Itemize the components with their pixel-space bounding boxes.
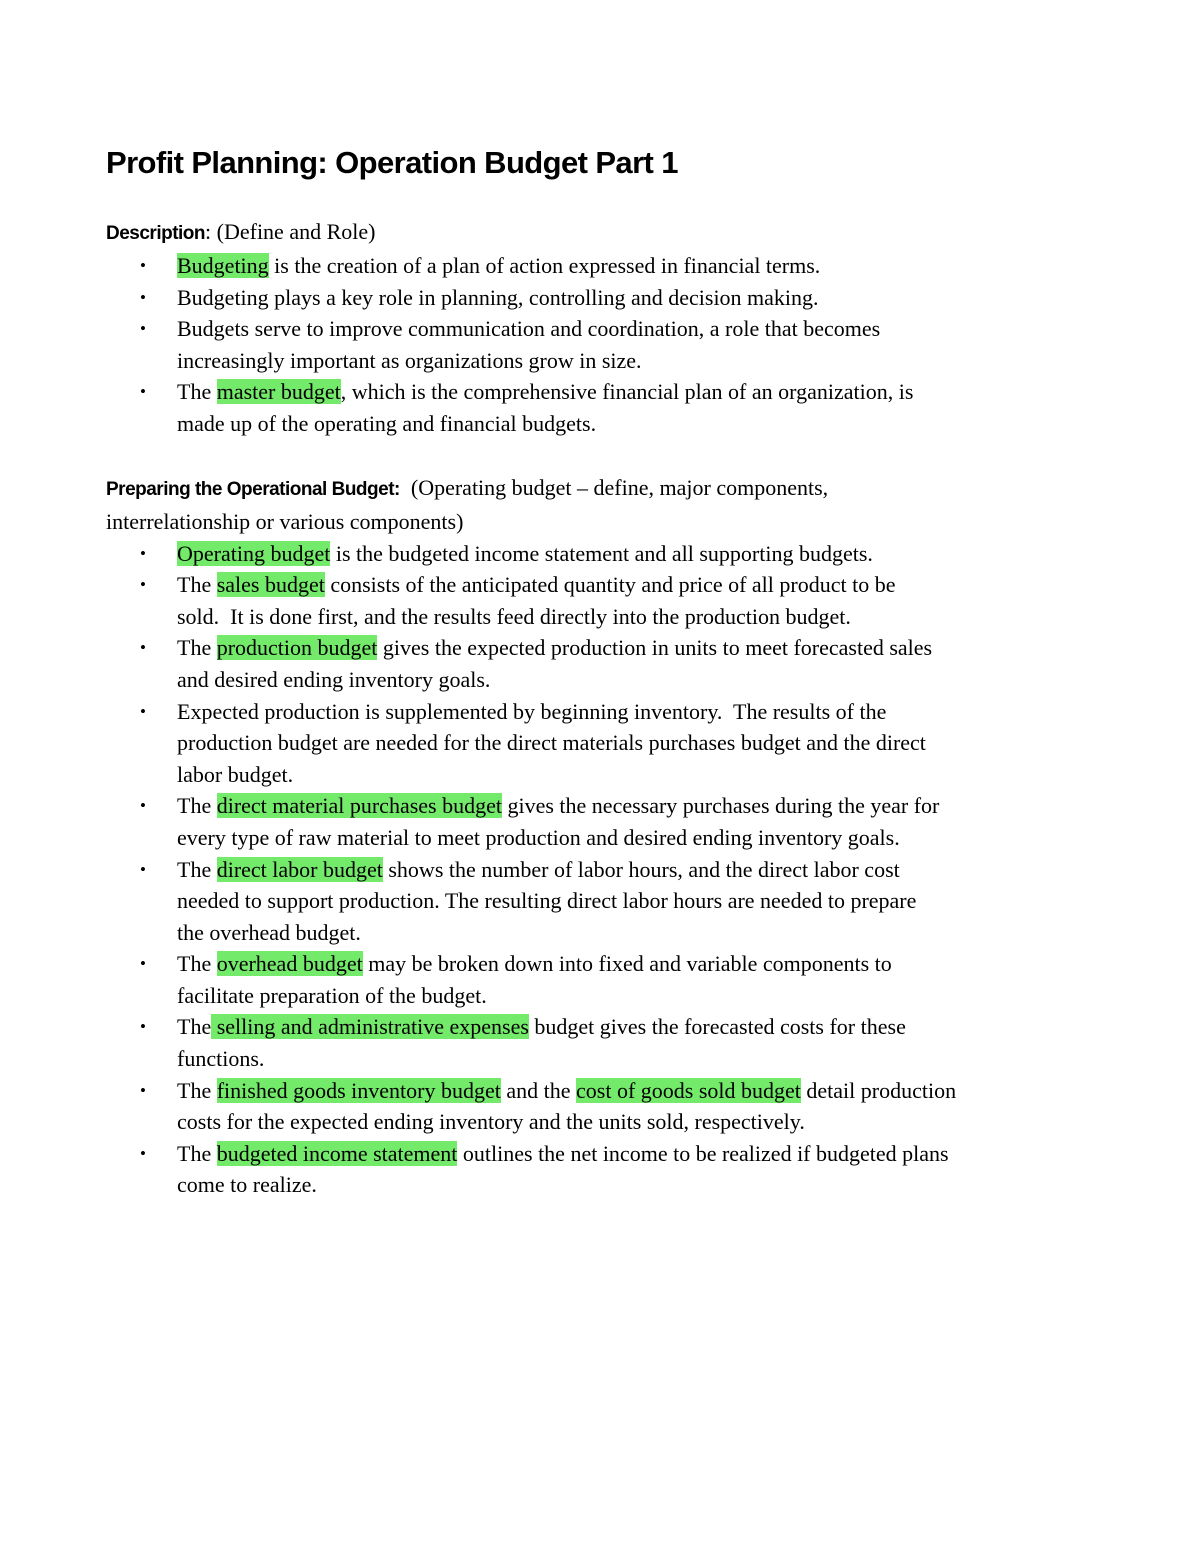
list-item — [106, 1075, 1096, 1138]
item-text: Budgets serve to improve communication and coordination, a role that becomes — [177, 316, 881, 342]
item-text: the overhead budget. — [177, 919, 361, 945]
document-page — [106, 140, 1096, 1201]
highlighted-term: production budget — [216, 635, 378, 661]
bullet-icon: • — [140, 1017, 146, 1037]
preparing-heading — [106, 472, 1096, 538]
bullet-icon: • — [140, 701, 146, 721]
bullet-icon: • — [140, 287, 146, 307]
list-item — [106, 569, 1096, 632]
highlighted-term: budgeted income statement — [216, 1140, 458, 1166]
item-text: Expected production is supplemented by beginning inventory. The results of the — [177, 698, 887, 724]
description-list — [106, 250, 1096, 440]
item-text: outlines the net income to be realized if budgeted plans — [457, 1140, 949, 1166]
item-text: is the creation of a plan of action expressed in financial terms. — [268, 253, 821, 278]
item-text: costs for the expected ending inventory and the units sold, respectively. — [177, 1109, 805, 1135]
bullet-icon: • — [140, 859, 146, 879]
item-text: Budgeting plays a key role in planning, controlling and decision making. — [177, 284, 819, 310]
item-text: is the budgeted income statement and all supporting budgets. — [330, 540, 873, 566]
list-item — [106, 282, 1096, 314]
bullet-icon: • — [140, 1143, 146, 1163]
item-text: consists of the anticipated quantity and price of all product to be — [324, 572, 896, 598]
bullet-icon: • — [140, 575, 146, 595]
highlighted-term: direct material purchases budget — [216, 793, 502, 819]
highlighted-term: selling and administrative expenses — [211, 1014, 529, 1040]
preparing-list — [106, 538, 1096, 1201]
item-text: come to realize. — [177, 1172, 317, 1198]
preparing-label: Preparing the Operational Budget: — [106, 478, 400, 500]
list-item — [106, 1011, 1096, 1074]
item-text: detail production — [800, 1077, 957, 1103]
bullet-icon: • — [140, 382, 146, 402]
item-text: and desired ending inventory goals. — [177, 666, 491, 692]
list-item — [106, 538, 1096, 570]
item-text: The — [177, 379, 217, 405]
item-text: functions. — [177, 1046, 265, 1072]
item-text: gives the expected production in units to meet forecasted sales — [377, 635, 933, 661]
list-item — [106, 854, 1096, 949]
list-item — [106, 313, 1096, 376]
list-item — [106, 790, 1096, 853]
item-text: The — [177, 793, 217, 819]
highlighted-term: cost of goods sold budget — [576, 1077, 801, 1103]
item-text: made up of the operating and financial budgets. — [177, 410, 597, 436]
highlighted-term: sales budget — [216, 572, 325, 598]
item-text: needed to support production. The resulting direct labor hours are needed to prepare — [177, 888, 917, 914]
highlighted-term: Budgeting — [177, 253, 269, 278]
bullet-icon: • — [140, 638, 146, 658]
description-label: Description — [106, 223, 206, 244]
item-text: , which is the comprehensive financial plan of an organization, is — [340, 379, 914, 405]
list-item — [106, 1138, 1096, 1201]
item-text: The — [177, 1077, 217, 1103]
highlighted-term: master budget — [216, 379, 341, 405]
description-heading — [106, 216, 1096, 250]
highlighted-term: Operating budget — [177, 540, 331, 566]
preparing-suffix-line2: interrelationship or various components) — [106, 508, 464, 534]
item-text: labor budget. — [177, 761, 294, 787]
item-text: budget gives the forecasted costs for these — [528, 1014, 906, 1040]
item-text: every type of raw material to meet production and desired ending inventory goals. — [177, 824, 900, 850]
list-item — [106, 696, 1096, 791]
bullet-icon: • — [140, 954, 146, 974]
item-text: production budget are needed for the direct materials purchases budget and the direct — [177, 730, 926, 756]
highlighted-term: overhead budget — [216, 951, 363, 977]
item-text: sold. It is done first, and the results feed directly into the production budget. — [177, 603, 851, 629]
list-item — [106, 632, 1096, 695]
bullet-icon: • — [140, 319, 146, 339]
item-text: gives the necessary purchases during the year for — [501, 793, 940, 819]
item-text: The — [177, 856, 217, 882]
item-text: The — [177, 1014, 212, 1040]
description-suffix: : (Define and Role) — [205, 219, 376, 244]
item-text: The — [177, 951, 217, 977]
item-text: facilitate preparation of the budget. — [177, 982, 487, 1008]
item-text: may be broken down into fixed and variable components to — [362, 951, 892, 977]
item-text: The — [177, 572, 217, 598]
list-item — [106, 376, 1096, 439]
item-text: shows the number of labor hours, and the direct labor cost — [382, 856, 900, 882]
item-text: increasingly important as organizations grow in size. — [177, 347, 642, 373]
document-title: Profit Planning: Operation Budget Part 1 — [106, 145, 678, 180]
item-text: The — [177, 635, 217, 661]
bullet-icon: • — [140, 256, 146, 275]
item-text: and the — [500, 1077, 576, 1103]
bullet-icon: • — [140, 543, 146, 563]
bullet-icon: • — [140, 796, 146, 816]
preparing-suffix: (Operating budget – define, major components, — [399, 474, 829, 500]
highlighted-term: finished goods inventory budget — [216, 1077, 501, 1103]
item-text: The — [177, 1140, 217, 1166]
highlighted-term: direct labor budget — [216, 856, 383, 882]
list-item — [106, 250, 1096, 282]
bullet-icon: • — [140, 1080, 146, 1100]
list-item — [106, 948, 1096, 1011]
